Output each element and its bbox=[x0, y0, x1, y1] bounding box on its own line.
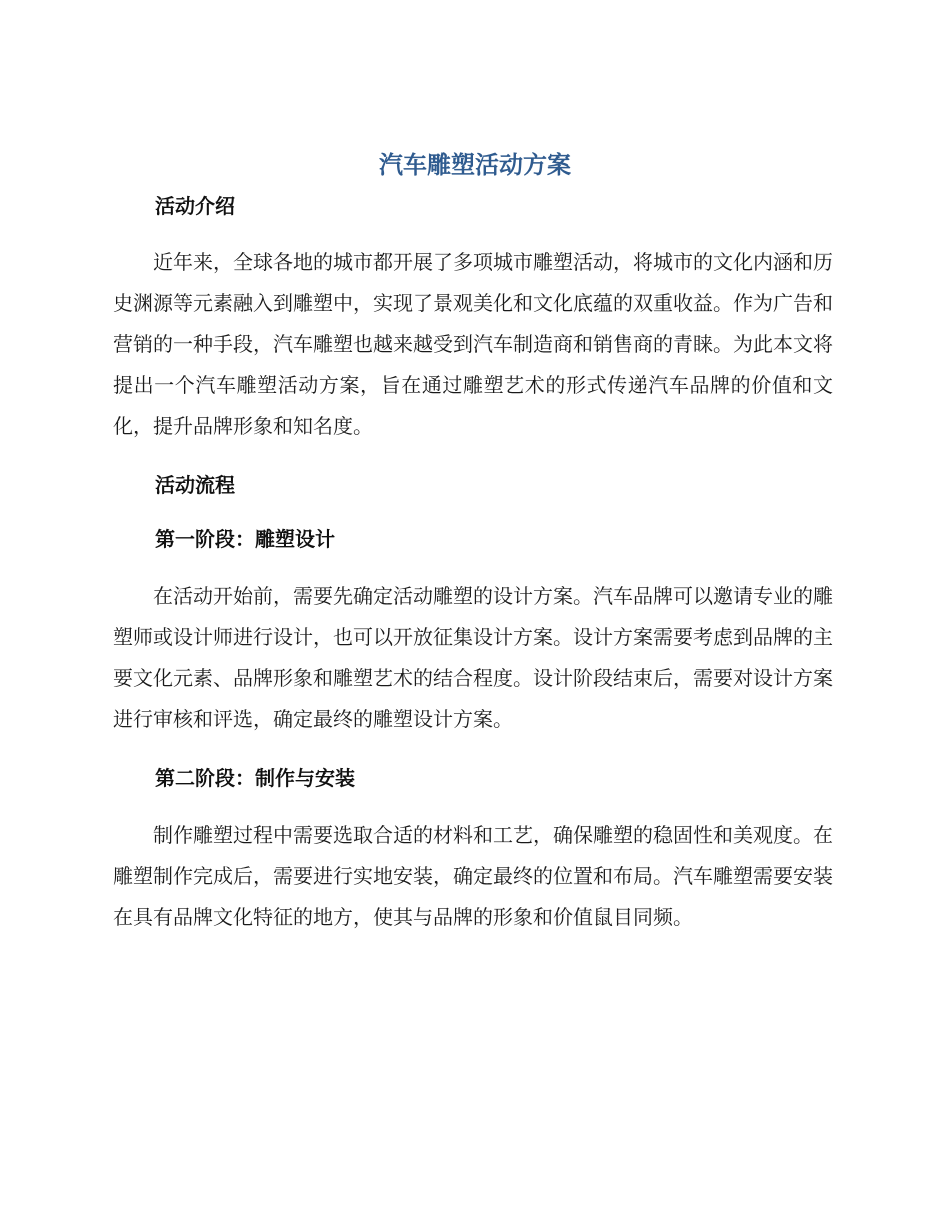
section-heading-process: 活动流程 bbox=[155, 473, 235, 497]
section-heading-intro: 活动介绍 bbox=[155, 194, 235, 218]
section-paragraph-stage-one: 在活动开始前，需要先确定活动雕塑的设计方案。汽车品牌可以邀请专业的雕塑师或设计师进行设计，也可以开放征集设计方案。设计方案需要考虑到品牌的主要文化元素、品牌形象和雕塑艺术的结合程度。设计阶段结束后，需要对设计方案进行审核和评选，确定最终的雕塑设计方案。 bbox=[113, 584, 833, 731]
document-title: 汽车雕塑活动方案 bbox=[379, 151, 571, 179]
section-paragraph-stage-two: 制作雕塑过程中需要选取合适的材料和工艺，确保雕塑的稳固性和美观度。在雕塑制作完成后，需要进行实地安装，确定最终的位置和布局。汽车雕塑需要安装在具有品牌文化特征的地方，使其与品牌的形象和价值鼠目同频。 bbox=[113, 823, 833, 929]
section-heading-stage-two: 第二阶段：制作与安装 bbox=[155, 766, 355, 790]
section-heading-stage-one: 第一阶段：雕塑设计 bbox=[155, 527, 335, 551]
section-paragraph-intro: 近年来，全球各地的城市都开展了多项城市雕塑活动，将城市的文化内涵和历史渊源等元素融入到雕塑中，实现了景观美化和文化底蕴的双重收益。作为广告和营销的一种手段，汽车雕塑也越来越受到汽车制造商和销售商的青睐。为此本文将提出一个汽车雕塑活动方案，旨在通过雕塑艺术的形式传递汽车品牌的价值和文化，提升品牌形象和知名度。 bbox=[113, 250, 833, 438]
